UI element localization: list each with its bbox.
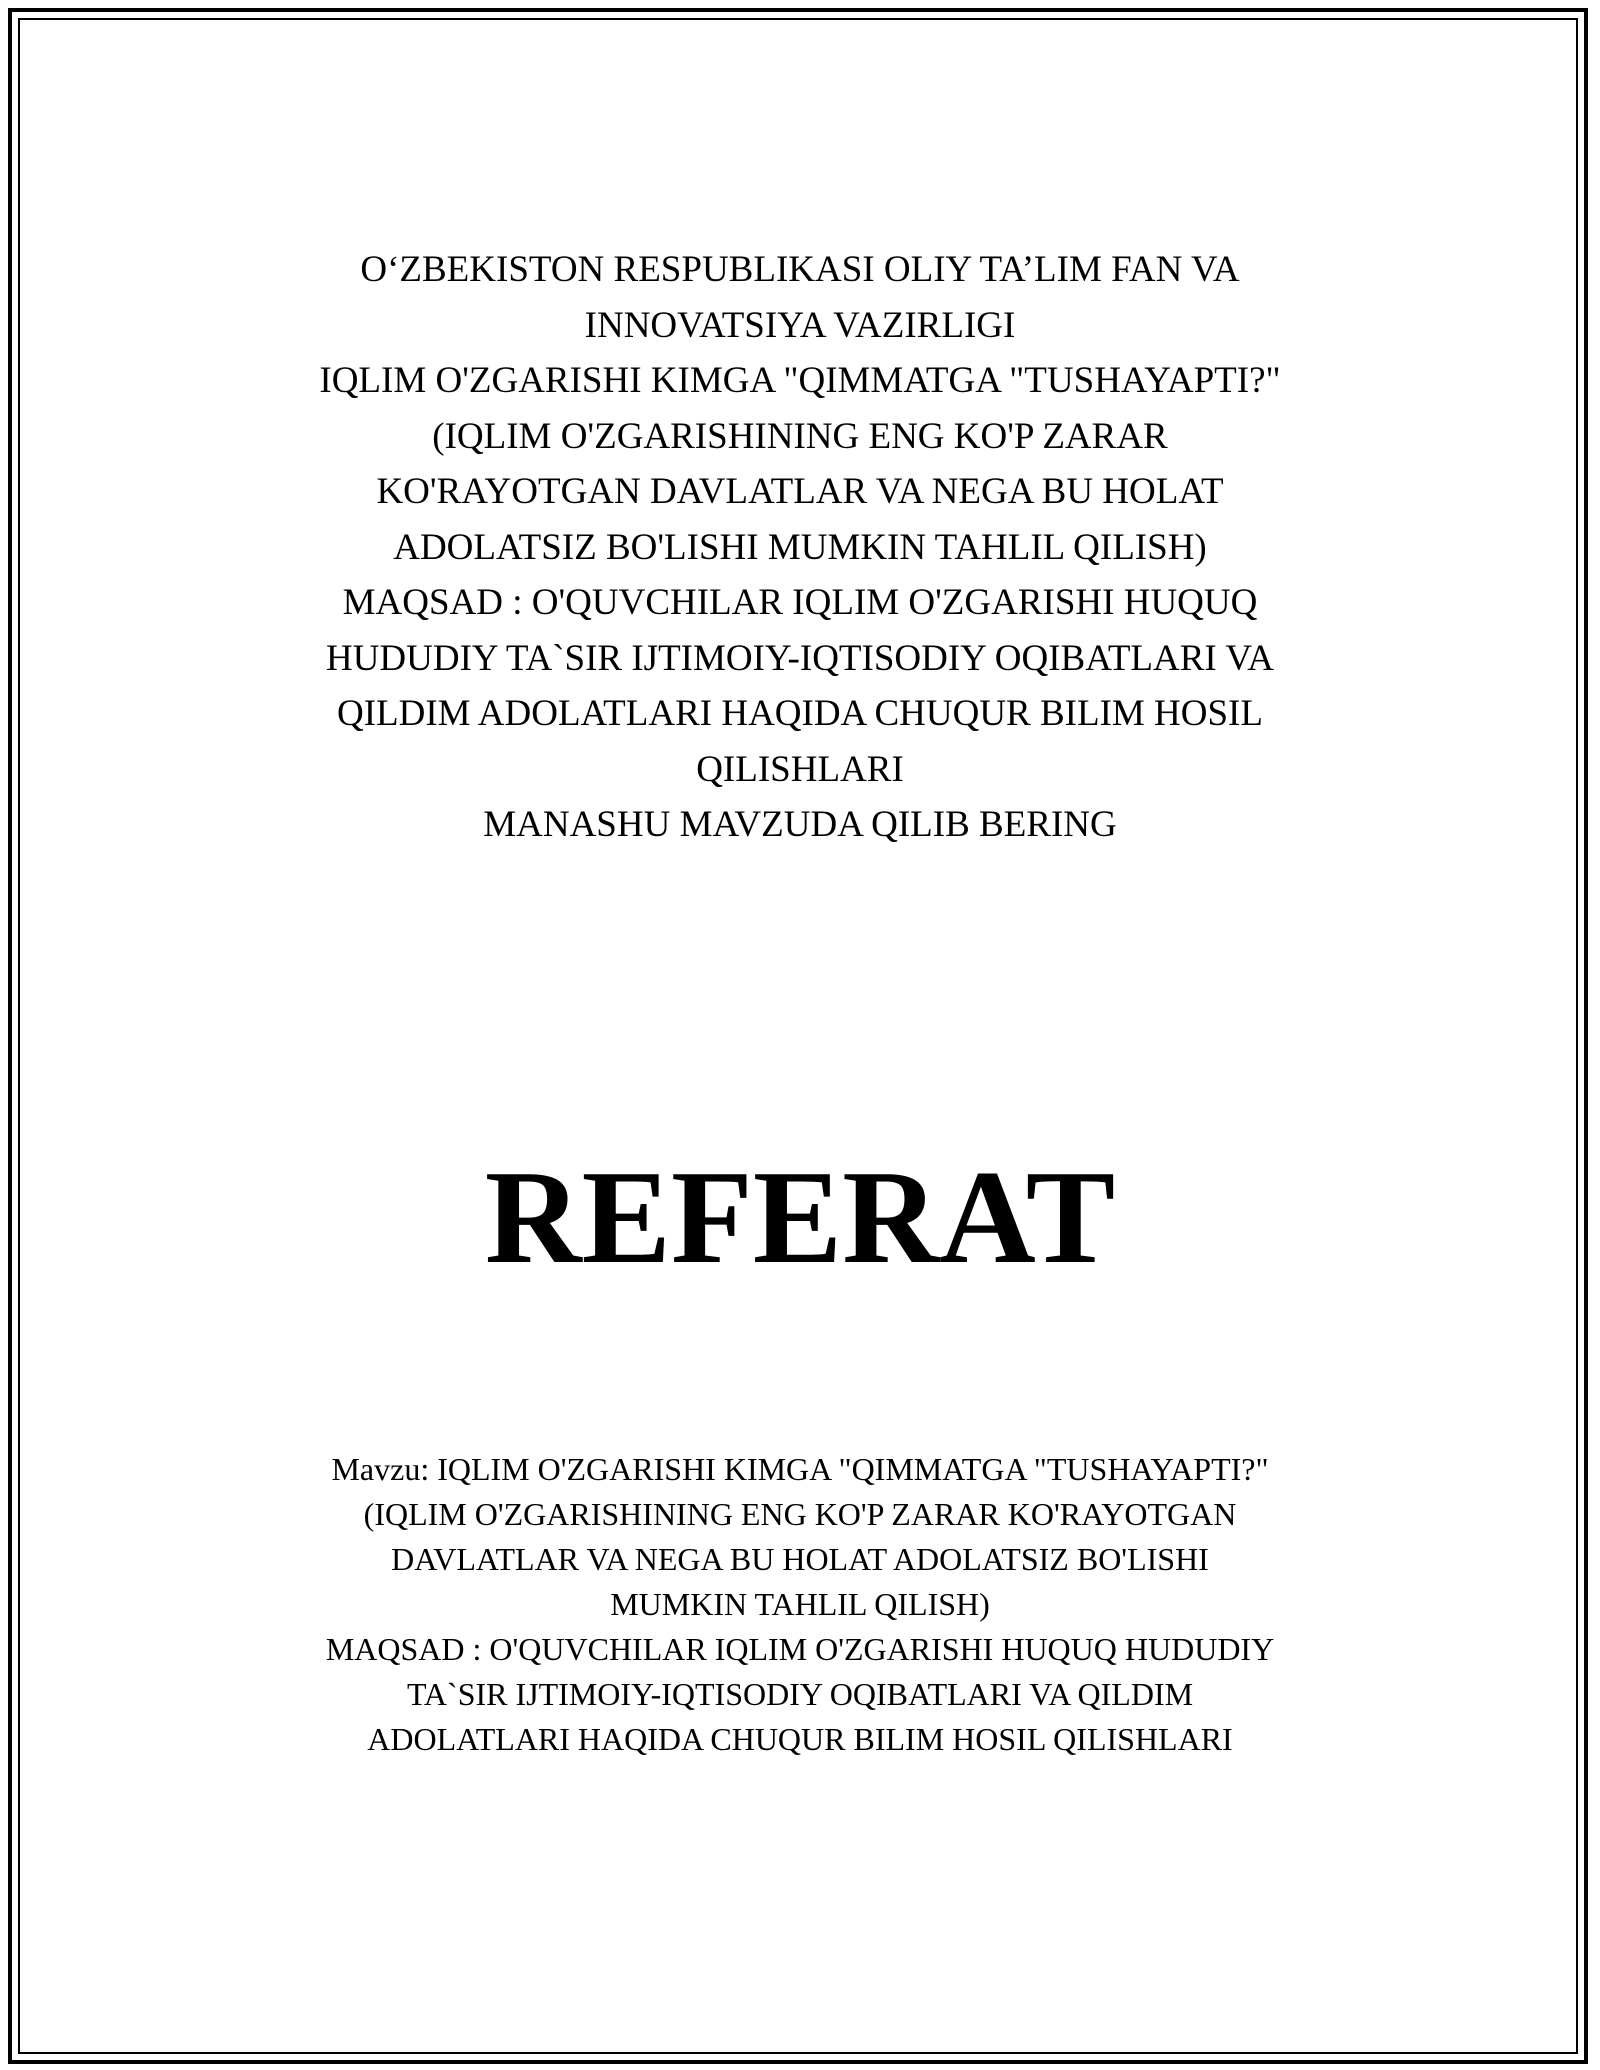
header-line: IQLIM O'ZGARISHI KIMGA "QIMMATGA "TUSHAYAPTI?" <box>319 360 1281 401</box>
topic-line: (IQLIM O'ZGARISHINING ENG KO'P ZARAR KO'RAYOTGAN <box>363 1496 1237 1532</box>
topic-line: TA`SIR IJTIMOIY-IQTISODIY OQIBATLARI VA QILDIM <box>406 1676 1194 1712</box>
header-line: KO'RAYOTGAN DAVLATLAR VA NEGA BU HOLAT <box>376 471 1224 512</box>
header-line: O‘ZBEKISTON RESPUBLIKASI OLIY TA’LIM FAN VA <box>360 249 1240 290</box>
header-line: QILISHLARI <box>696 748 904 790</box>
document-title: REFERAT <box>484 1143 1116 1291</box>
topic-line: MAQSAD : O'QUVCHILAR IQLIM O'ZGARISHI HUQUQ HUDUDIY <box>325 1631 1275 1667</box>
ministry-header <box>200 242 1400 853</box>
header-line: MANASHU MAVZUDA QILIB BERING <box>483 804 1117 845</box>
header-line: MAQSAD : O'QUVCHILAR IQLIM O'ZGARISHI HUQUQ <box>342 582 1258 623</box>
header-line: HUDUDIY TA`SIR IJTIMOIY-IQTISODIY OQIBATLARI VA <box>325 637 1275 679</box>
topic-line: Mavzu: IQLIM O'ZGARISHI KIMGA "QIMMATGA "TUSHAYAPTI?" <box>331 1451 1269 1487</box>
topic-section <box>200 1447 1400 1762</box>
topic-line: MUMKIN TAHLIL QILISH) <box>610 1586 990 1622</box>
header-line: INNOVATSIYA VAZIRLIGI <box>584 304 1016 346</box>
header-line: ADOLATSIZ BO'LISHI MUMKIN TAHLIL QILISH) <box>393 526 1207 568</box>
header-line: (IQLIM O'ZGARISHINING ENG KO'P ZARAR <box>432 415 1168 457</box>
topic-line: DAVLATLAR VA NEGA BU HOLAT ADOLATSIZ BO'LISHI <box>391 1541 1209 1577</box>
topic-line: ADOLATLARI HAQIDA CHUQUR BILIM HOSIL QILISHLARI <box>367 1721 1233 1757</box>
header-line: QILDIM ADOLATLARI HAQIDA CHUQUR BILIM HOSIL <box>337 693 1263 734</box>
